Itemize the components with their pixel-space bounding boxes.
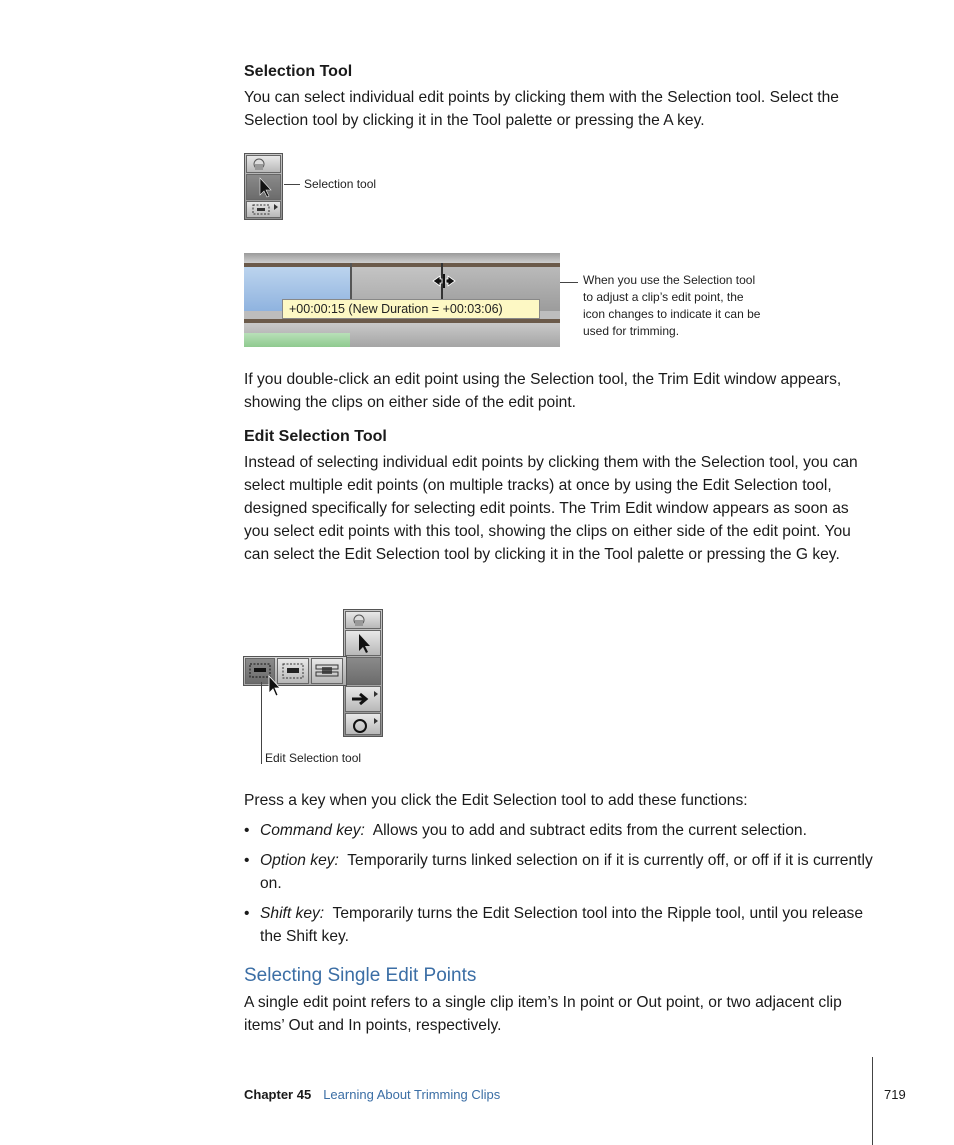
duration-tooltip: +00:00:15 (New Duration = +00:03:06) xyxy=(282,299,540,319)
callout-line xyxy=(560,282,578,283)
ripple-tool-icon xyxy=(345,686,381,712)
lock-icon xyxy=(345,611,381,629)
edit-selection-tool-body: Instead of selecting individual edit points by clicking them with the Selection tool, you can select multiple edit points (on multiple tracks) at once by using the Edit Selection tool, designed specifically for selecting edit points. The Trim Edit window appears as soon as you select edit points with this tool, showing the clips on either side of the edit point. You can select the Edit Selection tool by clicking it in the Tool palette or pressing the G key. xyxy=(244,454,858,563)
footer-chapter xyxy=(244,1087,500,1102)
key-functions-intro: Press a key when you click the Edit Selection tool to add these functions: xyxy=(244,792,748,809)
list-item: • Option key: Temporarily turns linked selection on if it is currently off, or off if it is currently on. xyxy=(244,852,873,892)
arrow-cursor-icon xyxy=(267,675,283,699)
selection-tool-icon xyxy=(246,174,281,200)
chapter-number: Chapter 45 xyxy=(244,1087,312,1102)
lock-icon xyxy=(246,155,281,173)
double-click-paragraph: If you double-click an edit point using the Selection tool, the Trim Edit window appears, showing the clips on either side of the edit point. xyxy=(244,371,842,411)
edit-selection-tool-slot-icon xyxy=(345,657,381,685)
edit-selection-tool-heading: Edit Selection Tool xyxy=(244,428,387,445)
list-item: • Command key: Allows you to add and subtract edits from the current selection. xyxy=(244,822,807,839)
edit-selection-tool-icon xyxy=(246,201,281,218)
timeline-trim-figure xyxy=(244,253,560,347)
trim-cursor-icon xyxy=(432,273,456,289)
trim-cursor-caption: When you use the Selection tool to adjust a clip’s edit point, the icon changes to indicate it can be used for trimming. xyxy=(583,273,761,338)
callout-line xyxy=(261,682,262,764)
edit-selection-tool-caption: Edit Selection tool xyxy=(265,751,362,765)
chapter-title: Learning About Trimming Clips xyxy=(323,1087,501,1102)
selection-tool-body: You can select individual edit points by clicking them with the Selection tool. Select the Selection tool by clicking it in the Tool palette or pressing the A key. xyxy=(244,89,839,129)
tool-palette-expanded-figure xyxy=(243,609,385,737)
callout-line xyxy=(284,184,300,185)
single-edit-points-body: A single edit point refers to a single clip item’s In point or Out point, or two adjacent clip items’ Out and In points, respectively. xyxy=(244,994,842,1034)
roll-tool-icon xyxy=(345,713,381,735)
selection-tool-heading: Selection Tool xyxy=(244,63,353,80)
selection-tool-caption: Selection tool xyxy=(304,177,377,191)
list-item: • Shift key: Temporarily turns the Edit Selection tool into the Ripple tool, until you release the Shift key. xyxy=(244,905,864,945)
footer-divider xyxy=(872,1057,873,1145)
page-number: 719 xyxy=(884,1087,906,1102)
range-selection-tool-icon xyxy=(311,658,343,684)
selection-tool-icon xyxy=(345,630,381,656)
section-heading: Selecting Single Edit Points xyxy=(244,965,477,986)
tool-palette-figure xyxy=(244,153,283,220)
